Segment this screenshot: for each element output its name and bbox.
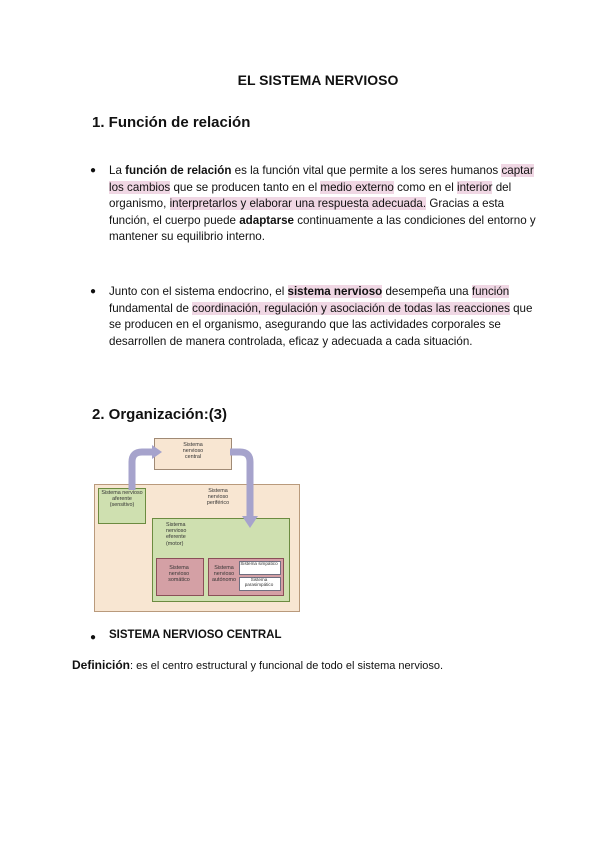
definition-line	[72, 658, 443, 672]
parasympathetic-label: Sistema parasimpático	[244, 577, 274, 588]
highlighted-text: interpretarlos y elaborar una respuesta adecuada.	[169, 197, 427, 210]
section-heading-organizacion: 2. Organización:(3)	[92, 406, 228, 423]
peripheral-label: Sistema nervioso periférico	[206, 488, 230, 507]
text-run: fundamental de	[109, 301, 193, 315]
somatic-label: Sistema nervioso somático	[168, 565, 190, 584]
text-run: Gracias a esta función, el cuerpo puede	[109, 197, 505, 227]
highlighted-text: interior	[457, 180, 493, 194]
text-run: del organismo,	[109, 180, 512, 210]
definition-text: : es el centro estructural y funcional de todo el sistema nervioso.	[130, 660, 444, 672]
efferent-arrow	[230, 452, 250, 518]
paragraph-sistema-nervioso	[109, 284, 539, 350]
text-run: que se producen en el organismo, asegurando que las actividades corporales se desarrollen de manera controlada, eficaz y adecuada a cada situación.	[109, 301, 533, 348]
text-run: continuamente a las condiciones del entorno y mantener su equilibrio interno.	[109, 213, 536, 243]
efferent-label: Sistema nervioso eferente (motor)	[166, 522, 187, 547]
bold-highlighted-term: sistema nervioso	[287, 285, 383, 298]
text-run: es la función vital que permite a los seres humanos	[231, 164, 502, 177]
central-label: Sistema nervioso central	[182, 442, 204, 461]
autonomic-label: Sistema nervioso autónomo	[212, 565, 236, 584]
text-run: Junto con el sistema endocrino, el	[109, 285, 288, 298]
highlighted-text: captar los cambios	[109, 164, 534, 194]
paragraph-funcion-relacion	[109, 163, 539, 246]
efferent-arrowhead	[242, 516, 258, 528]
text-run: como en el	[393, 180, 458, 194]
text-run: que se producen tanto en el	[170, 180, 321, 194]
afferent-label: Sistema nervioso aferente (sensitivo)	[101, 490, 143, 509]
bold-term: adaptarse	[239, 213, 294, 227]
bold-term: función de relación	[125, 164, 232, 177]
bullet-dot: ●	[90, 632, 97, 643]
central-section-heading: SISTEMA NERVIOSO CENTRAL	[109, 629, 282, 641]
afferent-arrow	[132, 452, 154, 490]
page-title: EL SISTEMA NERVIOSO	[237, 72, 399, 88]
bullet-dot: ●	[90, 165, 97, 176]
highlighted-text: coordinación, regulación y asociación de todas las reacciones	[192, 301, 510, 315]
bullet-dot: ●	[90, 286, 97, 297]
text-run: desempeña una	[382, 285, 472, 298]
highlighted-text: función	[471, 285, 510, 298]
definition-label: Definición	[72, 658, 131, 672]
sympathetic-label: Sistema simpático	[240, 561, 278, 566]
section-heading-relacion: 1. Función de relación	[92, 114, 251, 131]
nervous-system-diagram	[92, 434, 307, 614]
highlighted-text: medio externo	[320, 180, 394, 194]
afferent-arrowhead	[152, 445, 162, 459]
text-run: La	[109, 164, 126, 177]
